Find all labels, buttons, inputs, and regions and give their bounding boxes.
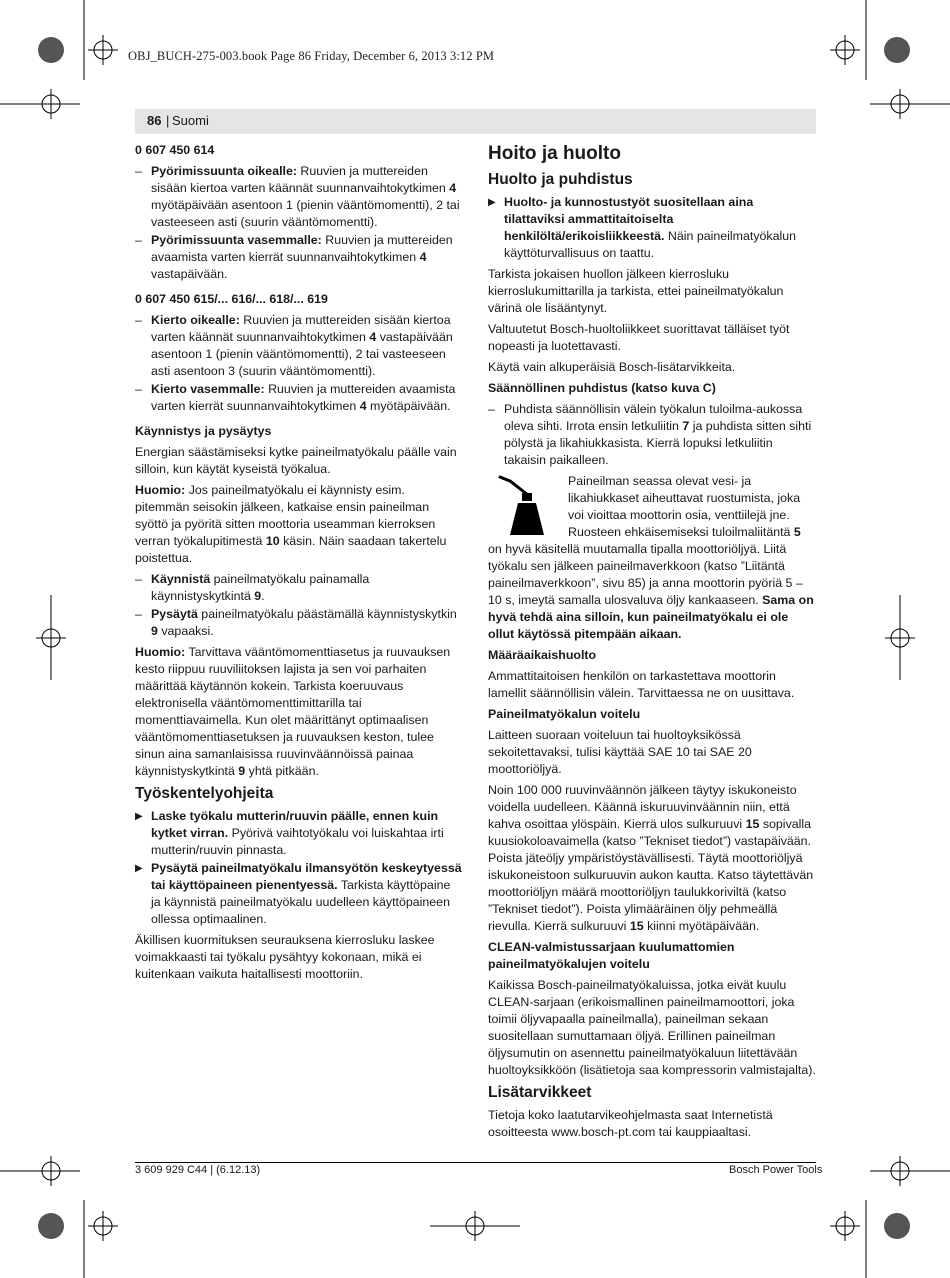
chapter-heading: Hoito ja huolto xyxy=(488,143,621,164)
section-heading: Työskentelyohjeita xyxy=(135,785,274,802)
list-item: – Pyörimissuunta oikealle: Ruuvien ja muttereiden sisään kiertoa varten käännät suunnanvaihtokytkimen 4 myötäpäivään asentoon 1 (pienin vääntömomentti), 2 tai vasteeseen asti (suurin vääntömomentti). xyxy=(135,164,460,229)
header-separator: | xyxy=(166,113,170,128)
list-item: – Puhdista säännöllisin välein työkalun tuloilma-aukossa oleva sihti. Irrota ensin letkuliitin 7 ja puhdista sitten sihti pölystä ja likahiukkasista. Kierrä lopuksi letkuliitin takaisin paikalleen. xyxy=(488,402,812,467)
section-heading: Lisätarvikkeet xyxy=(488,1084,592,1101)
page-number: 86 xyxy=(147,113,162,128)
left-column xyxy=(135,142,462,987)
print-slug-line: OBJ_BUCH-275-003.book Page 86 Friday, December 6, 2013 3:12 PM xyxy=(128,49,495,63)
section-subheading: CLEAN-valmistussarjaan kuulumattomien paineilmatyökalujen voitelu xyxy=(488,940,735,971)
section-subheading: Säännöllinen puhdistus (katso kuva C) xyxy=(488,381,716,395)
footer-brand: Bosch Power Tools xyxy=(729,1164,823,1176)
paragraph: Valtuutetut Bosch-huoltoliikkeet suorittavat tälläiset työt nopeasti ja luotettavasti. xyxy=(488,322,790,353)
section-heading: Huolto ja puhdistus xyxy=(488,171,633,188)
model-number-heading: 0 607 450 614 xyxy=(135,143,215,157)
list-item: – Kierto oikealle: Ruuvien ja muttereiden sisään kiertoa varten käännät suunnanvaihtokytkimen 4 vastapäivään asentoon 1 (pienin vääntömomentti), 2 tai vasteeseen asti asentoon 3 (suurin vääntömomentti). xyxy=(135,313,453,378)
paragraph: Tietoja koko laatutarvikeohjelmasta saat Internetistä osoitteesta www.bosch-pt.com tai kauppiaaltasi. xyxy=(488,1108,773,1139)
list-item: – Kierto vasemmalle: Ruuvien ja muttereiden avaamista varten kierrät suunnanvaihtokytkimen 4 myötäpäivään. xyxy=(135,382,456,413)
section-subheading: Käynnistys ja pysäytys xyxy=(135,424,272,438)
paragraph: Käytä vain alkuperäisiä Bosch-lisätarvikkeita. xyxy=(488,360,736,374)
footer-rule xyxy=(135,1162,816,1163)
list-item: – Pysäytä paineilmatyökalu päästämällä käynnistyskytkin 9 vapaaksi. xyxy=(135,607,457,638)
header-bar xyxy=(135,109,816,134)
section-subheading: Määräaikaishuolto xyxy=(488,648,597,662)
paragraph: Kaikissa Bosch-paineilmatyökaluissa, jotka eivät kuulu CLEAN-sarjaan (erikoismallinen paineilmamoottori, joka toimii öljyvapaalla paineilmalla), paineilman sekaan suositellaan sumuttamaan öljyä. Erillinen paineilman öljysumutin on asennettu paineilmatyökaluun liitettävään huoltoyksikköön (lisätietoja saa kompressorin valmistajalta). xyxy=(488,978,816,1077)
paragraph: Äkillisen kuormituksen seurauksena kierrosluku laskee voimakkaasti tai työkalu pysähtyy kokonaan, mikä ei kuitenkaan vaikuta haitallisesti moottoriin. xyxy=(135,933,435,981)
paragraph: Noin 100 000 ruuvinväännön jälkeen täytyy iskukoneisto voidella uudelleen. Käännä iskuruuvinväännin niin, että kahva osoittaa ylöspäin. Kierrä ulos sulkuruuvi 15 sopivalla kuusiokoloavaimella (katso ”Tekniset tiedot”) vastapäivään. Poista jäteöljy ympäristöystävällisesti. Täytä moottoriöljyä iskukoneistoon sulkuruuvin aukon kautta. Katso täytettävän moottoriöljyn määrä moottoriöljyn taulukkoriviltä (katso ”Tekniset tiedot”). Poista ylimääräinen öljy pehmeällä rievulla. Kierrä sulkuruuvi 15 kiinni myötäpäivään. xyxy=(488,783,814,933)
right-column xyxy=(488,142,816,1145)
paragraph: Laitteen suoraan voiteluun tai huoltoyksikössä sekoitettavaksi, tulisi käyttää SAE 10 tai SAE 20 moottoriöljyä. xyxy=(488,728,752,776)
footer-doc-number: 3 609 929 C44 | (6.12.13) xyxy=(135,1164,261,1176)
warning-item: ▶ Laske työkalu mutterin/ruuvin päälle, ennen kuin kytket virran. Pyörivä vaihtotyökalu voi luiskahtaa irti mutterin/ruuvin pinnasta. xyxy=(135,809,444,857)
section-subheading: Paineilmatyökalun voitelu xyxy=(488,707,641,721)
list-item: – Pyörimissuunta vasemmalle: Ruuvien ja muttereiden avaamista varten kierrät suunnanvaihtokytkimen 4 vastapäivään. xyxy=(135,233,453,281)
header-language: Suomi xyxy=(172,113,209,128)
warning-item: ▶ Huolto- ja kunnostustyöt suositellaan aina tilattaviksi ammattitaitoiselta henkilöltä/erikoisliikkeestä. Näin paineilmatyökalun käyttöturvallisuus on taattu. xyxy=(488,195,797,260)
oil-can-icon xyxy=(488,473,554,539)
warning-item: ▶ Pysäytä paineilmatyökalu ilmansyötön keskeytyessä tai käyttöpaineen pienentyessä. Tarkista käyttöpaine ja käynnistä paineilmatyökalu uudelleen käyttöpaineen ollessa optimaalinen. xyxy=(135,861,462,926)
paragraph: Energian säästämiseksi kytke paineilmatyökalu päälle vain silloin, kun käytät kyseistä työkalua. xyxy=(135,445,457,476)
paragraph: Ammattitaitoisen henkilön on tarkastettava moottorin lamellit säännöllisin välein. Tarvittaessa ne on uusittava. xyxy=(488,669,795,700)
note-paragraph: Huomio: Jos paineilmatyökalu ei käynnisty esim. pitemmän seisokin jälkeen, katkaise ensin paineilman syöttö ja pyöritä sitten moottoria useamman kierroksen verran työkalupitimestä 10 käsin. Näin saadaan takertelu poistettua. xyxy=(135,483,447,565)
oil-notice: Paineilman seassa olevat vesi- ja likahiukkaset aiheuttavat ruostumista, joka voi vioittaa moottorin osia, venttiilejä jne. Ruosteen ehkäisemiseksi tuloilmaliitäntä 5 on hyvä käsitellä muutamalla tipalla moottoriöljyä. Liitä työkalu sen jälkeen paineilmaverkkoon (katso ”Liitäntä paineilmaverkkoon”, sivu 85) ja anna moottorin pyöriä 5 – 10 s, imeytä samalla ulosvaluva öljy kankaaseen. Sama on hyvä tehdä aina silloin, kun paineilmatyökalu ei ole ollut käytössä pitempään aikaan. xyxy=(488,474,814,641)
paragraph: Tarkista jokaisen huollon jälkeen kierrosluku kierroslukumittarilla ja tarkista, ettei paineilmatyökalun värinä ole lisääntynyt. xyxy=(488,267,784,315)
list-item: – Käynnistä paineilmatyökalu painamalla käynnistyskytkintä 9. xyxy=(135,572,370,603)
note-paragraph: Huomio: Tarvittava vääntömomenttiasetus ja ruuvauksen kesto riippuu ruuviliitoksen lajista ja sen voi parhaiten määrittää käytännön kokein. Tarkista koeruuvaus elektronisella vääntömomenttimittarilla tai momenttiavaimella. Kun olet määrittänyt optimaalisen vääntömomenttiasetuksen ja ruuvauksen keston, tulee sinun aina samanlaisissa ruuvinväännöissä painaa käynnistyskytkintä 9 yhtä pitkään. xyxy=(135,645,451,778)
model-number-heading: 0 607 450 615/... 616/... 618/... 619 xyxy=(135,292,328,306)
